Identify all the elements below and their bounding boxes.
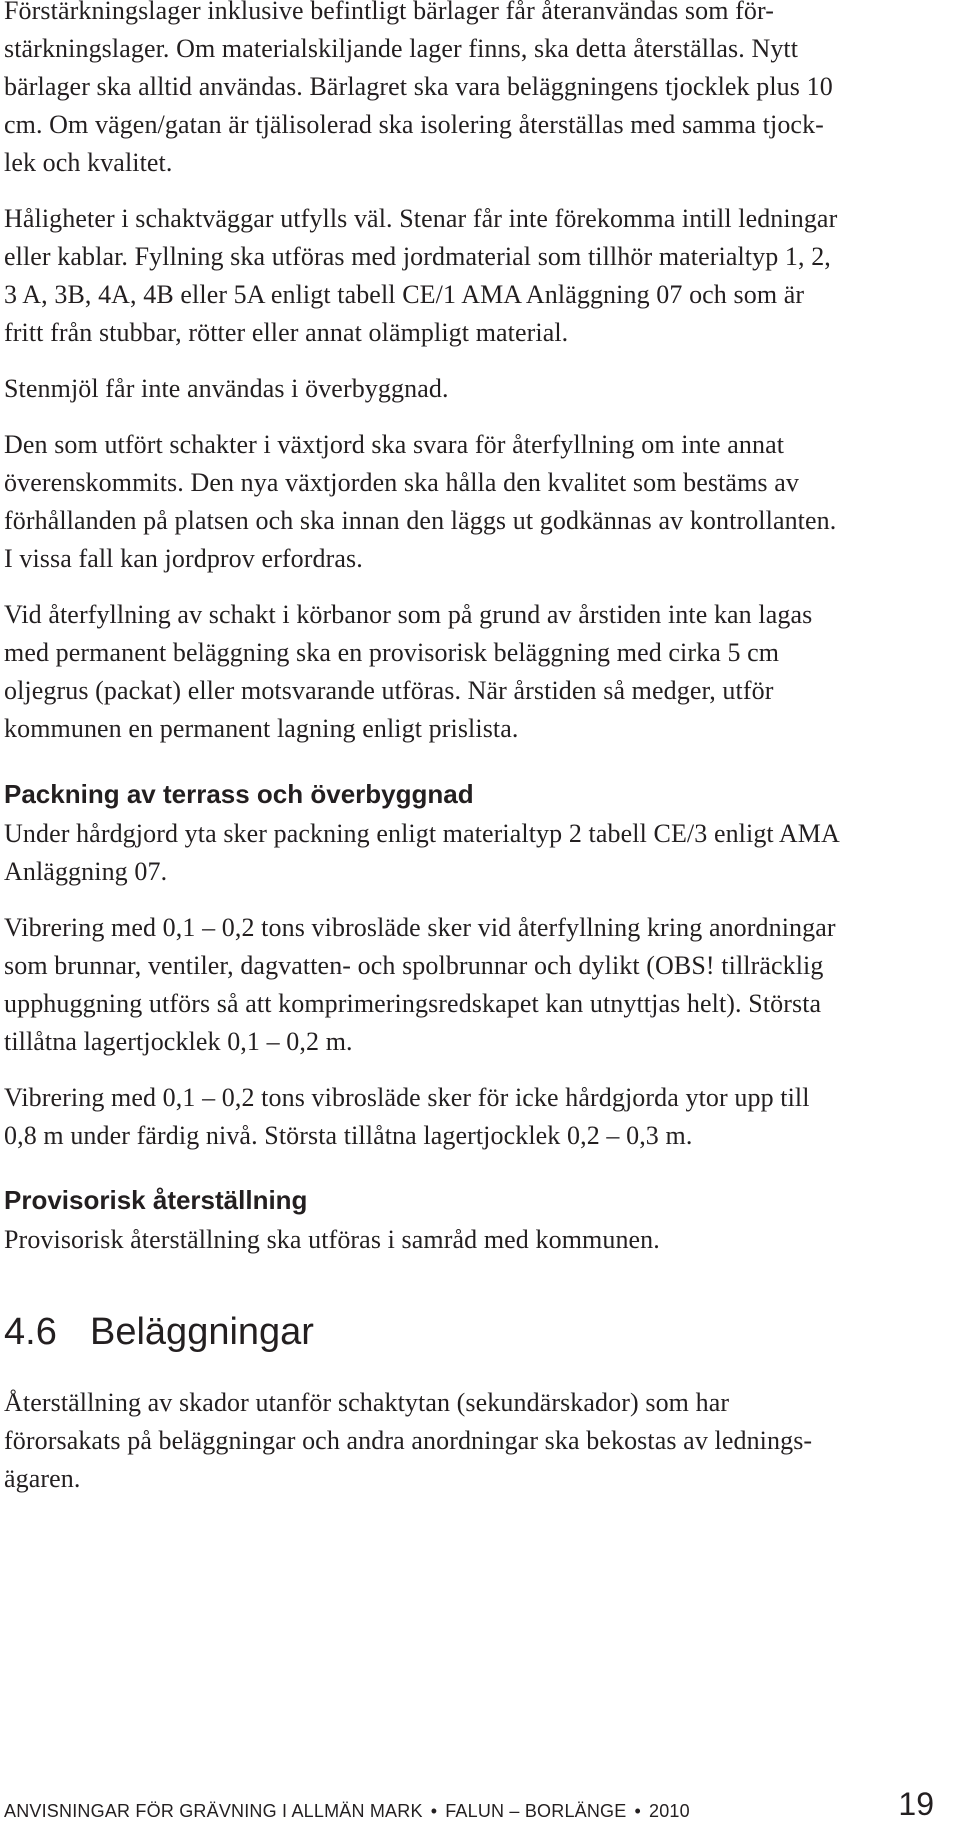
paragraph-line: Den som utfört schakter i växtjord ska svara för återfyllning om inte annat <box>4 430 785 459</box>
paragraph-line: överenskommits. Den nya växtjorden ska hålla den kvalitet som bestäms av <box>4 468 799 497</box>
paragraph-line: Anläggning 07. <box>4 857 168 886</box>
paragraph-line: Stenmjöl får inte användas i överbyggnad. <box>4 374 449 403</box>
paragraph-line: Vibrering med 0,1 – 0,2 tons vibrosläde sker vid återfyllning kring anordningar <box>4 913 836 942</box>
footer-title: ANVISNINGAR FÖR GRÄVNING I ALLMÄN MARK <box>4 1801 423 1821</box>
footer-year: 2010 <box>648 1801 690 1821</box>
footer-separator: • <box>430 1801 438 1821</box>
paragraph-line: med permanent beläggning ska en provisorisk beläggning med cirka 5 cm <box>4 638 780 667</box>
subheading-packning: Packning av terrass och överbyggnad <box>4 779 474 809</box>
paragraph-line: oljegrus (packat) eller motsvarande utföras. När årstiden så medger, utför <box>4 676 774 705</box>
paragraph-line: Förstärkningslager inklusive befintligt bärlager får återanvändas som för- <box>4 0 775 25</box>
paragraph-line: kommunen en permanent lagning enligt prislista. <box>4 714 519 743</box>
paragraph-line: Under hårdgjord yta sker packning enligt materialtyp 2 tabell CE/3 enligt AMA <box>4 819 840 848</box>
paragraph-line: som brunnar, ventiler, dagvatten- och spolbrunnar och dylikt (OBS! tillräcklig <box>4 951 824 980</box>
page-number: 19 <box>898 1786 934 1822</box>
paragraph-line: Håligheter i schaktväggar utfylls väl. Stenar får inte förekomma intill ledningar <box>4 204 838 233</box>
paragraph-line: förhållanden på platsen och ska innan den läggs ut godkännas av kontrollanten. <box>4 506 837 535</box>
section-number: 4.6 <box>4 1311 57 1353</box>
paragraph-line: bärlager ska alltid användas. Bärlagret ska vara beläggningens tjocklek plus 10 <box>4 72 833 101</box>
footer-separator: • <box>634 1801 641 1821</box>
paragraph-line: fritt från stubbar, rötter eller annat olämpligt material. <box>4 318 569 347</box>
paragraph-line: I vissa fall kan jordprov erfordras. <box>4 544 363 573</box>
page-footer <box>4 1800 690 1822</box>
paragraph-line: Provisorisk återställning ska utföras i samråd med kommunen. <box>4 1225 660 1254</box>
footer-place: FALUN – BORLÄNGE <box>445 1801 627 1821</box>
paragraph-line: 3 A, 3B, 4A, 4B eller 5A enligt tabell CE/1 AMA Anläggning 07 och som är <box>4 280 805 309</box>
paragraph-line: lek och kvalitet. <box>4 148 173 177</box>
paragraph-line: förorsakats på beläggningar och andra anordningar ska bekostas av lednings- <box>4 1426 813 1455</box>
paragraph-line: 0,8 m under färdig nivå. Största tillåtna lagertjocklek 0,2 – 0,3 m. <box>4 1121 693 1150</box>
section-heading <box>4 1310 314 1354</box>
paragraph-line: upphuggning utförs så att komprimeringsredskapet kan utnyttjas helt). Största <box>4 989 822 1018</box>
paragraph-line: ägaren. <box>4 1464 81 1493</box>
section-title: Beläggningar <box>90 1311 314 1353</box>
paragraph-line: eller kablar. Fyllning ska utföras med jordmaterial som tillhör materialtyp 1, 2, <box>4 242 831 271</box>
paragraph-line: Vid återfyllning av schakt i körbanor som på grund av årstiden inte kan lagas <box>4 600 813 629</box>
paragraph-line: Vibrering med 0,1 – 0,2 tons vibrosläde sker för icke hårdgjorda ytor upp till <box>4 1083 810 1112</box>
paragraph-line: Återställning av skador utanför schaktytan (sekundärskador) som har <box>4 1388 730 1417</box>
paragraph-line: tillåtna lagertjocklek 0,1 – 0,2 m. <box>4 1027 353 1056</box>
paragraph-line: stärkningslager. Om materialskiljande lager finns, ska detta återställas. Nytt <box>4 34 799 63</box>
paragraph-line: cm. Om vägen/gatan är tjälisolerad ska isolering återställas med samma tjock- <box>4 110 824 139</box>
subheading-provisorisk: Provisorisk återställning <box>4 1185 308 1215</box>
